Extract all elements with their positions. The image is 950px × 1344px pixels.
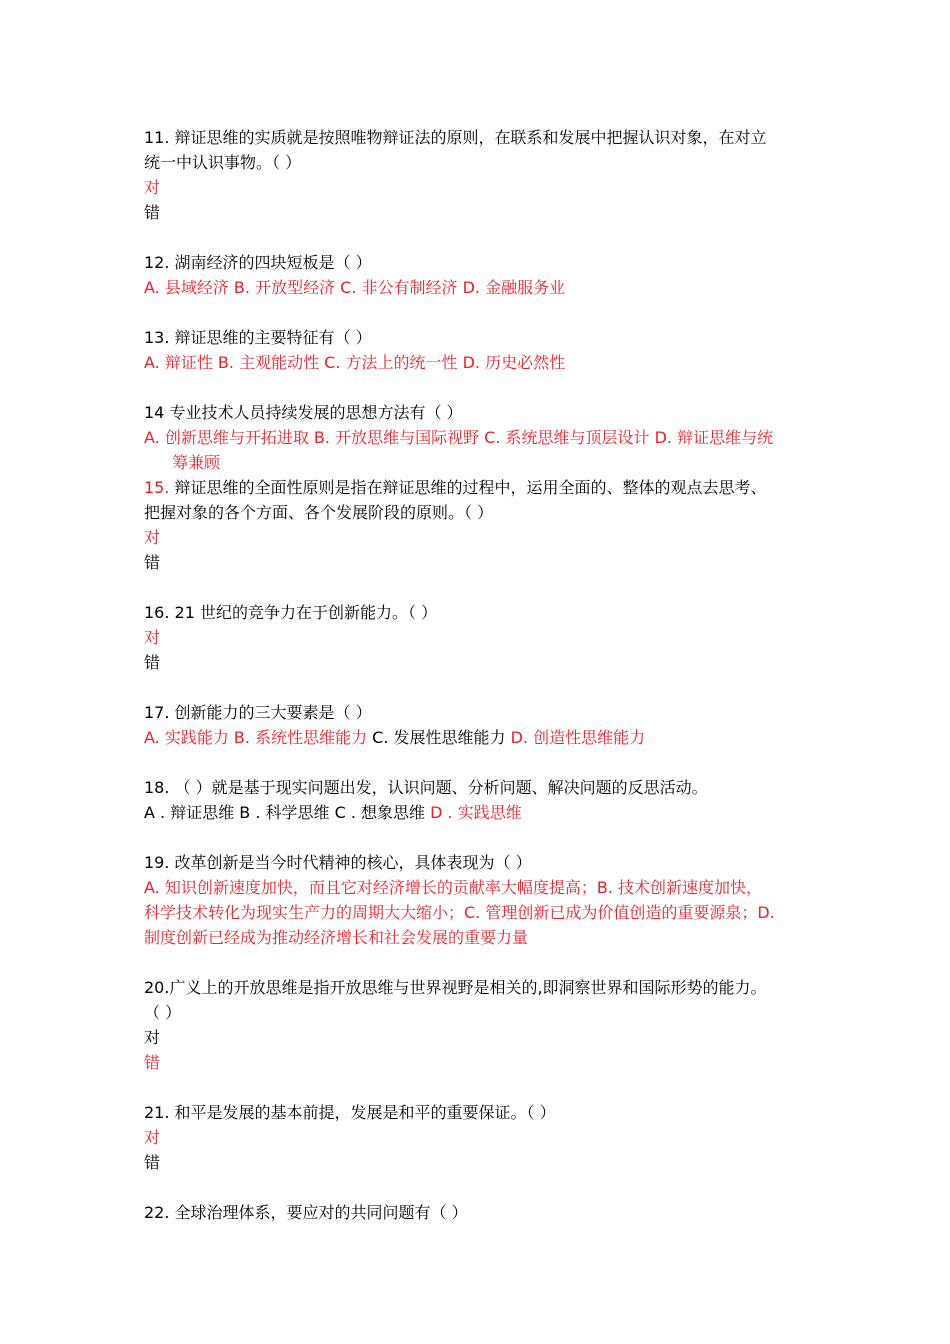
question-18-options-abc: A . 辩证思维 B . 科学思维 C . 想象思维 xyxy=(144,803,426,822)
question-17-option-c: C. 发展性思维能力 xyxy=(367,728,506,747)
question-17-options-ab: A. 实践能力 B. 系统性思维能力 xyxy=(144,728,368,747)
question-17-options xyxy=(144,725,824,750)
spacer xyxy=(144,750,824,775)
question-21-option-false: 错 xyxy=(144,1153,161,1172)
question-15-stem: 辩证思维的全面性原则是指在辩证思维的过程中，运用全面的、整体的观点去思考、 xyxy=(169,478,767,497)
spacer xyxy=(144,825,824,850)
question-19-options-line-2: 科学技术转化为现实生产力的周期大大缩小；C. 管理创新已成为价值创造的重要源泉；D. xyxy=(144,903,775,922)
question-15-line-1 xyxy=(144,475,824,500)
question-14-options-line-1: A. 创新思维与开拓进取 B. 开放思维与国际视野 C. 系统思维与顶层设计 D. 辩证思维与统 xyxy=(144,428,774,447)
spacer xyxy=(144,575,824,600)
question-20-option-false: 错 xyxy=(144,1053,161,1072)
question-15-option-true: 对 xyxy=(144,528,161,547)
question-13-stem: 13. 辩证思维的主要特征有（ ） xyxy=(144,328,372,347)
question-11-option-false: 错 xyxy=(144,203,161,222)
question-20-line-2: （ ） xyxy=(144,1003,182,1022)
question-15-option-false: 错 xyxy=(144,553,161,572)
question-17-option-d: D. 创造性思维能力 xyxy=(505,728,646,747)
spacer xyxy=(144,300,824,325)
spacer xyxy=(144,225,824,250)
document-page xyxy=(144,125,824,1225)
question-17-stem: 17. 创新能力的三大要素是（ ） xyxy=(144,703,372,722)
question-12-options: A. 县域经济 B. 开放型经济 C. 非公有制经济 D. 金融服务业 xyxy=(144,278,566,297)
spacer xyxy=(144,1075,824,1100)
question-20-line-1: 20.广义上的开放思维是指开放思维与世界视野是相关的,即洞察世界和国际形势的能力。 xyxy=(144,978,767,997)
question-18-stem: 18. （ ）就是基于现实问题出发，认识问题、分析问题、解决问题的反思活动。 xyxy=(144,778,708,797)
question-20-option-true: 对 xyxy=(144,1028,161,1047)
question-15-number: 15. xyxy=(144,478,170,497)
spacer xyxy=(144,950,824,975)
question-18-option-d: D . 实践思维 xyxy=(425,803,522,822)
question-12-stem: 12. 湖南经济的四块短板是（ ） xyxy=(144,253,372,272)
question-13-options: A. 辩证性 B. 主观能动性 C. 方法上的统一性 D. 历史必然性 xyxy=(144,353,566,372)
question-18-options xyxy=(144,800,824,825)
question-11-option-true: 对 xyxy=(144,178,161,197)
question-19-options-line-1: A. 知识创新速度加快，而且它对经济增长的贡献率大幅度提高；B. 技术创新速度加快， xyxy=(144,878,762,897)
question-19-options-line-3: 制度创新已经成为推动经济增长和社会发展的重要力量 xyxy=(144,928,529,947)
question-11-line-1: 11. 辩证思维的实质就是按照唯物辩证法的原则，在联系和发展中把握认识对象，在对立 xyxy=(144,128,767,147)
question-11-line-2: 统一中认识事物。（ ） xyxy=(144,153,302,172)
question-14-stem: 14 专业技术人员持续发展的思想方法有（ ） xyxy=(144,403,463,422)
spacer xyxy=(144,375,824,400)
spacer xyxy=(144,675,824,700)
question-16-option-false: 错 xyxy=(144,653,161,672)
question-21-stem: 21. 和平是发展的基本前提，发展是和平的重要保证。（ ） xyxy=(144,1103,556,1122)
question-16-option-true: 对 xyxy=(144,628,161,647)
question-16-stem: 16. 21 世纪的竞争力在于创新能力。（ ） xyxy=(144,603,438,622)
spacer xyxy=(144,1175,824,1200)
question-15-line-2: 把握对象的各个方面、各个发展阶段的原则。（ ） xyxy=(144,503,494,522)
question-21-option-true: 对 xyxy=(144,1128,161,1147)
question-14-options-line-2: 筹兼顾 xyxy=(172,453,221,472)
question-22-stem: 22. 全球治理体系，要应对的共同问题有（ ） xyxy=(144,1203,468,1222)
question-19-stem: 19. 改革创新是当今时代精神的核心，具体表现为（ ） xyxy=(144,853,532,872)
